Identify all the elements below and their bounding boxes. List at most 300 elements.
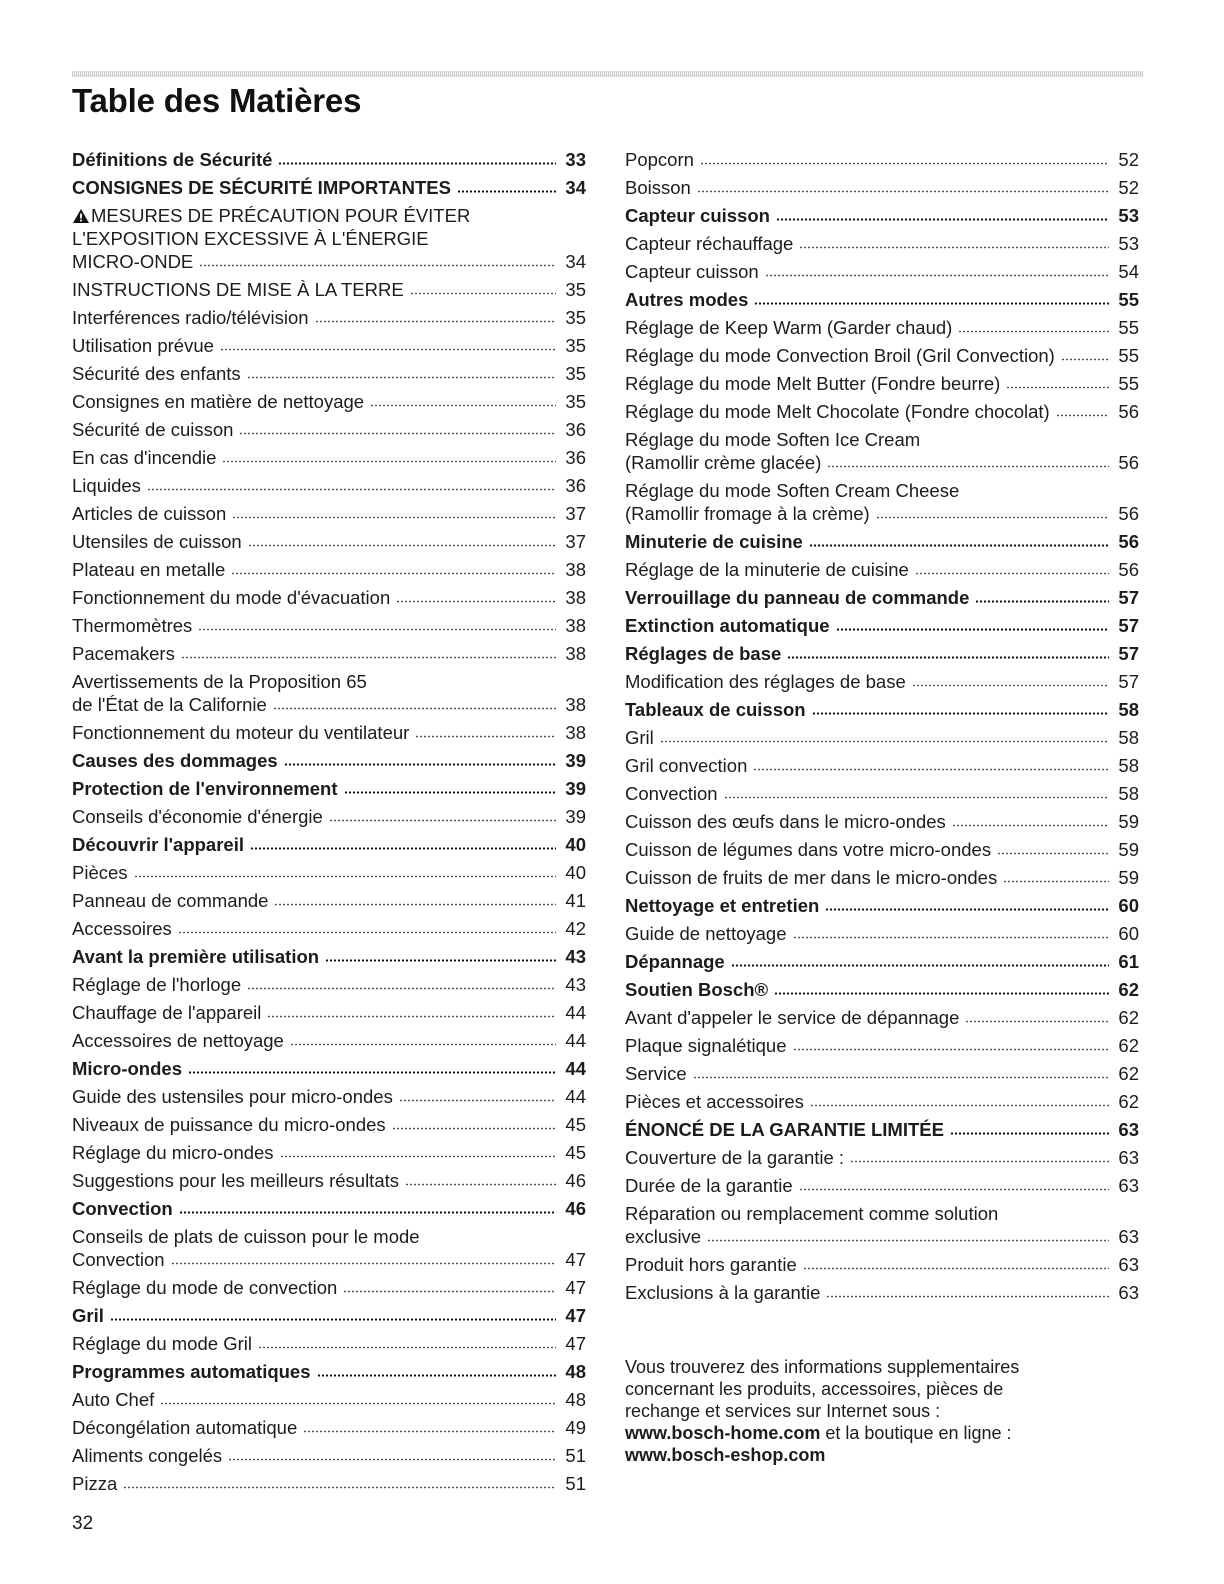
dot-leader <box>952 824 1109 827</box>
toc-entry-page: 62 <box>1118 1034 1139 1056</box>
toc-entry[interactable] <box>625 1143 1139 1171</box>
toc-entry[interactable] <box>72 1054 586 1082</box>
dot-leader <box>1006 386 1109 389</box>
toc-entry[interactable] <box>72 914 586 942</box>
toc-entry-page: 48 <box>565 1360 586 1382</box>
dot-leader <box>267 1015 556 1018</box>
toc-entry-label: Pizza <box>72 1472 118 1494</box>
bosch-eshop-link[interactable]: www.bosch-eshop.com <box>625 1445 826 1465</box>
toc-entry-label: Liquides <box>72 474 141 496</box>
toc-entry-label: ÉNONCÉ DE LA GARANTIE LIMITÉE <box>625 1118 944 1140</box>
dot-leader <box>160 1402 556 1405</box>
dot-leader <box>178 931 556 934</box>
toc-entry-page: 33 <box>565 148 586 170</box>
dot-leader <box>250 847 556 850</box>
toc-entry[interactable] <box>72 471 586 499</box>
toc-entry-label: Gril <box>625 726 654 748</box>
toc-entry-page: 57 <box>1118 670 1139 692</box>
toc-entry-label: Capteur cuisson <box>625 204 770 226</box>
toc-entry-label: Interférences radio/télévision <box>72 306 309 328</box>
toc-entry-label: En cas d'incendie <box>72 446 217 468</box>
toc-entry[interactable] <box>625 369 1139 397</box>
dot-leader <box>803 1267 1109 1270</box>
toc-entry[interactable] <box>72 443 586 471</box>
toc-entry[interactable] <box>72 583 586 611</box>
toc-entry[interactable] <box>625 1199 1139 1250</box>
toc-entry-label: Panneau de commande <box>72 889 269 911</box>
toc-entry[interactable] <box>72 886 586 914</box>
dot-leader <box>776 218 1109 221</box>
dot-leader <box>697 190 1109 193</box>
dot-leader <box>284 763 556 766</box>
toc-entry[interactable] <box>72 145 586 173</box>
toc-entry[interactable] <box>625 1003 1139 1031</box>
toc-entry-page: 47 <box>565 1304 586 1326</box>
toc-entry-label: Suggestions pour les meilleurs résultats <box>72 1169 399 1191</box>
toc-entry-page: 56 <box>1118 558 1139 580</box>
toc-entry-page: 53 <box>1118 232 1139 254</box>
toc-entry-page: 57 <box>1118 642 1139 664</box>
toc-entry-page: 35 <box>565 390 586 412</box>
toc-entry-label: Sécurité de cuisson <box>72 418 234 440</box>
toc-entry[interactable] <box>625 425 1139 476</box>
toc-entry[interactable] <box>625 975 1139 1003</box>
toc-entry-label: exclusive <box>625 1225 702 1247</box>
toc-entry-page: 47 <box>565 1276 586 1298</box>
dot-leader <box>799 1188 1109 1191</box>
dot-leader <box>997 852 1109 855</box>
toc-entry-label: Service <box>625 1062 687 1084</box>
toc-entry-label: Capteur cuisson <box>625 260 759 282</box>
toc-entry-label: Réglage de l'horloge <box>72 973 242 995</box>
dot-leader <box>810 1104 1109 1107</box>
toc-entry-page: 38 <box>565 614 586 636</box>
toc-entry-page: 40 <box>565 861 586 883</box>
toc-entry-label: Pièces et accessoires <box>625 1090 804 1112</box>
toc-entry[interactable] <box>625 1031 1139 1059</box>
dot-leader <box>303 1430 556 1433</box>
toc-entry-label: Décongélation automatique <box>72 1416 298 1438</box>
toc-entry[interactable] <box>72 201 586 275</box>
toc-entry-label: Avant la première utilisation <box>72 945 320 967</box>
toc-entry[interactable] <box>72 1273 586 1301</box>
toc-entry-label: (Ramollir fromage à la crème) <box>625 502 870 524</box>
dot-leader <box>280 1155 556 1158</box>
toc-entry-label: Programmes automatiques <box>72 1360 311 1382</box>
toc-entry[interactable] <box>625 257 1139 285</box>
toc-entry-label: Cuisson des œufs dans le micro-ondes <box>625 810 946 832</box>
dot-leader <box>825 908 1109 911</box>
toc-entry-page: 39 <box>565 749 586 771</box>
toc-entry-label: Soutien Bosch® <box>625 978 769 1000</box>
toc-entry-page: 44 <box>565 1057 586 1079</box>
toc-entry-page: 38 <box>565 693 586 715</box>
toc-entry-page: 58 <box>1118 782 1139 804</box>
toc-entry-page: 38 <box>565 586 586 608</box>
dot-leader <box>660 740 1109 743</box>
toc-entry[interactable] <box>625 695 1139 723</box>
toc-entry-label: Durée de la garantie <box>625 1174 793 1196</box>
toc-entry[interactable] <box>72 359 586 387</box>
dot-leader <box>273 707 556 710</box>
toc-entry[interactable] <box>72 970 586 998</box>
toc-entry-label: Réglage du mode Melt Butter (Fondre beurre) <box>625 372 1001 394</box>
toc-entry[interactable] <box>625 1059 1139 1087</box>
dot-leader <box>274 903 556 906</box>
dot-leader <box>181 656 556 659</box>
dot-leader <box>812 712 1109 715</box>
dot-leader <box>188 1071 556 1074</box>
toc-entry[interactable] <box>72 1194 586 1222</box>
toc-entry[interactable] <box>625 313 1139 341</box>
dot-leader <box>232 516 556 519</box>
dot-leader <box>912 684 1109 687</box>
toc-entry-label: Convection <box>72 1248 165 1270</box>
toc-entry-label: Pacemakers <box>72 642 175 664</box>
toc-entry[interactable] <box>625 1250 1139 1278</box>
toc-entry-page: 36 <box>565 418 586 440</box>
bosch-home-link[interactable]: www.bosch-home.com <box>625 1423 821 1443</box>
dot-leader <box>809 544 1109 547</box>
toc-entry-label: Conseils d'économie d'énergie <box>72 805 323 827</box>
toc-entry-label: Réparation ou remplacement comme solution <box>625 1202 999 1224</box>
toc-entry[interactable] <box>72 1329 586 1357</box>
toc-entry[interactable] <box>72 1469 586 1497</box>
toc-entry[interactable] <box>72 1385 586 1413</box>
toc-entry-label: Modification des réglages de base <box>625 670 906 692</box>
dot-leader <box>396 600 556 603</box>
dot-leader <box>731 964 1109 967</box>
toc-entry-label: Articles de cuisson <box>72 502 227 524</box>
toc-entry-page: 46 <box>565 1197 586 1219</box>
toc-entry-page: 60 <box>1118 894 1139 916</box>
dot-leader <box>222 460 556 463</box>
toc-entry-label: Gril convection <box>625 754 748 776</box>
toc-entry-page: 38 <box>565 642 586 664</box>
toc-entry-label: Avertissements de la Proposition 65 <box>72 670 367 692</box>
toc-entry[interactable] <box>625 527 1139 555</box>
toc-entry[interactable] <box>72 942 586 970</box>
toc-entry[interactable] <box>72 1110 586 1138</box>
dot-leader <box>1061 358 1109 361</box>
toc-entry[interactable] <box>72 331 586 359</box>
dot-leader <box>787 656 1109 659</box>
toc-entry[interactable] <box>72 1082 586 1110</box>
toc-entry-page: 63 <box>1118 1225 1139 1247</box>
toc-entry[interactable] <box>625 1278 1139 1306</box>
dot-leader <box>110 1318 556 1321</box>
toc-entry-page: 63 <box>1118 1146 1139 1168</box>
toc-entry[interactable] <box>72 611 586 639</box>
toc-entry-page: 63 <box>1118 1118 1139 1140</box>
toc-entry[interactable] <box>625 555 1139 583</box>
dot-leader <box>754 302 1109 305</box>
toc-entry[interactable] <box>625 863 1139 891</box>
toc-entry-page: 36 <box>565 474 586 496</box>
note-line: et la boutique en ligne : <box>820 1423 1012 1443</box>
toc-entry-label: Cuisson de légumes dans votre micro-ondes <box>625 838 992 860</box>
toc-entry-label: Réglage du mode Gril <box>72 1332 252 1354</box>
toc-entry[interactable] <box>625 751 1139 779</box>
toc-entry[interactable] <box>625 173 1139 201</box>
toc-entry[interactable] <box>72 1441 586 1469</box>
toc-entry-page: 45 <box>565 1141 586 1163</box>
dot-leader <box>915 572 1109 575</box>
dot-leader <box>171 1262 556 1265</box>
dot-leader <box>231 572 556 575</box>
toc-entry-page: 39 <box>565 805 586 827</box>
toc-entry-label: Réglage du mode Soften Cream Cheese <box>625 479 960 501</box>
dot-leader <box>239 432 556 435</box>
toc-entry-page: 46 <box>565 1169 586 1191</box>
dot-leader <box>315 320 556 323</box>
toc-entry[interactable] <box>72 998 586 1026</box>
toc-entry[interactable] <box>72 387 586 415</box>
toc-entry-label: Réglage du mode Melt Chocolate (Fondre chocolat) <box>625 400 1050 422</box>
toc-entry[interactable] <box>625 145 1139 173</box>
dot-leader <box>1003 880 1109 883</box>
toc-entry-page: 35 <box>565 334 586 356</box>
toc-entry-label: Accessoires de nettoyage <box>72 1029 284 1051</box>
toc-entry[interactable] <box>625 611 1139 639</box>
toc-entry[interactable] <box>625 583 1139 611</box>
toc-entry[interactable] <box>72 858 586 886</box>
toc-entry-page: 63 <box>1118 1253 1139 1275</box>
toc-entry-label: (Ramollir crème glacée) <box>625 451 822 473</box>
dot-leader <box>198 628 556 631</box>
toc-entry-label: Auto Chef <box>72 1388 155 1410</box>
toc-entry[interactable] <box>72 499 586 527</box>
page-title: Table des Matières <box>72 82 362 119</box>
dot-leader <box>344 791 557 794</box>
toc-entry-page: 55 <box>1118 316 1139 338</box>
toc-entry-page: 63 <box>1118 1174 1139 1196</box>
toc-entry-label: Popcorn <box>625 148 694 170</box>
toc-entry[interactable] <box>72 718 586 746</box>
toc-entry[interactable] <box>72 1301 586 1329</box>
toc-entry[interactable] <box>625 807 1139 835</box>
dot-leader <box>258 1346 556 1349</box>
toc-entry-page: 43 <box>565 945 586 967</box>
toc-entry-label: Utensiles de cuisson <box>72 530 242 552</box>
toc-entry[interactable] <box>625 201 1139 229</box>
toc-entry-label: Verrouillage du panneau de commande <box>625 586 970 608</box>
dot-leader <box>248 544 556 547</box>
toc-entry-label: Réglages de base <box>625 642 782 664</box>
toc-entry[interactable] <box>72 1357 586 1385</box>
toc-entry-label: Réglage de la minuterie de cuisine <box>625 558 909 580</box>
toc-entry[interactable] <box>72 639 586 667</box>
toc-entry-label: Réglage du mode de convection <box>72 1276 338 1298</box>
toc-entry[interactable] <box>625 891 1139 919</box>
toc-entry-page: 60 <box>1118 922 1139 944</box>
toc-entry-page: 59 <box>1118 866 1139 888</box>
online-info-note <box>625 1356 1145 1466</box>
dot-leader <box>290 1043 556 1046</box>
dot-leader <box>399 1099 556 1102</box>
toc-entry-label: Exclusions à la garantie <box>625 1281 821 1303</box>
toc-entry-page: 35 <box>565 306 586 328</box>
toc-entry[interactable] <box>72 774 586 802</box>
toc-entry-page: 59 <box>1118 810 1139 832</box>
toc-entry-page: 43 <box>565 973 586 995</box>
dot-leader <box>247 376 556 379</box>
toc-entry-page: 49 <box>565 1416 586 1438</box>
dot-leader <box>765 274 1109 277</box>
toc-entry-page: 62 <box>1118 978 1139 1000</box>
toc-entry-page: 62 <box>1118 1006 1139 1028</box>
toc-entry[interactable] <box>625 835 1139 863</box>
dot-leader <box>753 768 1109 771</box>
toc-entry[interactable] <box>625 397 1139 425</box>
note-line: concernant les produits, accessoires, pièces de <box>625 1379 1004 1399</box>
toc-entry-label: Dépannage <box>625 950 725 972</box>
toc-entry-label: Produit hors garantie <box>625 1253 797 1275</box>
toc-entry-page: 55 <box>1118 372 1139 394</box>
dot-leader <box>415 735 556 738</box>
toc-entry-label: Thermomètres <box>72 614 193 636</box>
toc-entry[interactable] <box>625 1171 1139 1199</box>
dot-leader <box>179 1211 556 1214</box>
dot-leader <box>329 819 556 822</box>
toc-entry-label: Niveaux de puissance du micro-ondes <box>72 1113 386 1135</box>
toc-entry-page: 57 <box>1118 586 1139 608</box>
toc-entry[interactable] <box>625 947 1139 975</box>
toc-entry-page: 35 <box>565 362 586 384</box>
dot-leader <box>199 264 556 267</box>
toc-entry-label: Utilisation prévue <box>72 334 214 356</box>
warning-icon <box>72 208 90 224</box>
toc-entry-label: Chauffage de l'appareil <box>72 1001 262 1023</box>
dot-leader <box>325 959 556 962</box>
toc-entry-label: MESURES DE PRÉCAUTION POUR ÉVITER <box>91 204 471 226</box>
dot-leader <box>228 1458 556 1461</box>
toc-entry-page: 53 <box>1118 204 1139 226</box>
toc-entry[interactable] <box>72 527 586 555</box>
toc-entry[interactable] <box>72 275 586 303</box>
dot-leader <box>827 465 1109 468</box>
dot-leader <box>247 987 556 990</box>
toc-entry-page: 56 <box>1118 502 1139 524</box>
toc-entry[interactable] <box>72 1222 586 1273</box>
dot-leader <box>343 1290 556 1293</box>
toc-entry[interactable] <box>72 1413 586 1441</box>
toc-entry[interactable] <box>625 1115 1139 1143</box>
page-number: 32 <box>72 1513 94 1534</box>
toc-entry-page: 57 <box>1118 614 1139 636</box>
toc-entry-page: 51 <box>565 1472 586 1494</box>
toc-entry-label: Plateau en metalle <box>72 558 226 580</box>
dot-leader <box>774 992 1109 995</box>
toc-entry-label: Minuterie de cuisine <box>625 530 803 552</box>
toc-entry[interactable] <box>72 173 586 201</box>
dot-leader <box>793 1048 1110 1051</box>
toc-entry-page: 37 <box>565 502 586 524</box>
dot-leader <box>457 190 556 193</box>
toc-entry[interactable] <box>625 779 1139 807</box>
dot-leader <box>707 1239 1109 1242</box>
toc-entry-label: Réglage de Keep Warm (Garder chaud) <box>625 316 953 338</box>
toc-entry-label: Protection de l'environnement <box>72 777 338 799</box>
toc-entry[interactable] <box>625 229 1139 257</box>
toc-entry-page: 55 <box>1118 344 1139 366</box>
toc-entry[interactable] <box>625 285 1139 313</box>
toc-entry[interactable] <box>72 1138 586 1166</box>
toc-entry-page: 59 <box>1118 838 1139 860</box>
dot-leader <box>850 1160 1109 1163</box>
toc-entry[interactable] <box>625 919 1139 947</box>
toc-entry-label: Fonctionnement du mode d'évacuation <box>72 586 391 608</box>
dot-leader <box>724 796 1109 799</box>
toc-entry-page: 48 <box>565 1388 586 1410</box>
toc-entry[interactable] <box>72 830 586 858</box>
dot-leader <box>950 1132 1109 1135</box>
dot-leader <box>965 1020 1109 1023</box>
toc-entry-label: Guide de nettoyage <box>625 922 787 944</box>
toc-entry-label: Convection <box>625 782 718 804</box>
toc-entry-page: 44 <box>565 1085 586 1107</box>
toc-entry[interactable] <box>625 1087 1139 1115</box>
toc-entry-label: Accessoires <box>72 917 172 939</box>
toc-entry-label: Convection <box>72 1197 173 1219</box>
toc-entry[interactable] <box>72 303 586 331</box>
toc-entry[interactable] <box>625 639 1139 667</box>
dot-leader <box>799 246 1109 249</box>
toc-entry-label: MICRO-ONDE <box>72 250 194 272</box>
toc-entry[interactable] <box>72 802 586 830</box>
toc-entry-page: 37 <box>565 530 586 552</box>
toc-entry-page: 52 <box>1118 176 1139 198</box>
toc-entry-page: 39 <box>565 777 586 799</box>
dot-leader <box>405 1183 556 1186</box>
toc-entry[interactable] <box>72 555 586 583</box>
note-line: rechange et services sur Internet sous : <box>625 1401 941 1421</box>
toc-entry[interactable] <box>72 746 586 774</box>
toc-entry-page: 34 <box>565 176 586 198</box>
toc-entry[interactable] <box>625 341 1139 369</box>
toc-entry-label: Définitions de Sécurité <box>72 148 273 170</box>
dot-leader <box>958 330 1109 333</box>
dot-leader <box>876 516 1109 519</box>
toc-entry-page: 58 <box>1118 698 1139 720</box>
dot-leader <box>147 488 556 491</box>
dot-leader <box>836 628 1109 631</box>
toc-entry-label: Fonctionnement du moteur du ventilateur <box>72 721 410 743</box>
toc-entry[interactable] <box>72 1026 586 1054</box>
toc-entry-page: 52 <box>1118 148 1139 170</box>
toc-entry-label: Aliments congelés <box>72 1444 223 1466</box>
toc-entry[interactable] <box>72 415 586 443</box>
dot-leader <box>693 1076 1109 1079</box>
toc-entry-label: Causes des dommages <box>72 749 278 771</box>
toc-entry-page: 55 <box>1118 288 1139 310</box>
toc-entry[interactable] <box>625 667 1139 695</box>
dot-leader <box>220 348 556 351</box>
toc-entry[interactable] <box>625 476 1139 527</box>
toc-entry[interactable] <box>72 667 586 718</box>
toc-entry-page: 35 <box>565 278 586 300</box>
toc-entry[interactable] <box>72 1166 586 1194</box>
toc-entry[interactable] <box>625 723 1139 751</box>
toc-entry-page: 61 <box>1118 950 1139 972</box>
toc-entry-label: Gril <box>72 1304 104 1326</box>
toc-entry-label: Extinction automatique <box>625 614 830 636</box>
toc-entry-page: 38 <box>565 721 586 743</box>
toc-entry-page: 56 <box>1118 530 1139 552</box>
toc-entry-page: 41 <box>565 889 586 911</box>
toc-entry-label: Réglage du mode Soften Ice Cream <box>625 428 921 450</box>
toc-entry-page: 56 <box>1118 451 1139 473</box>
